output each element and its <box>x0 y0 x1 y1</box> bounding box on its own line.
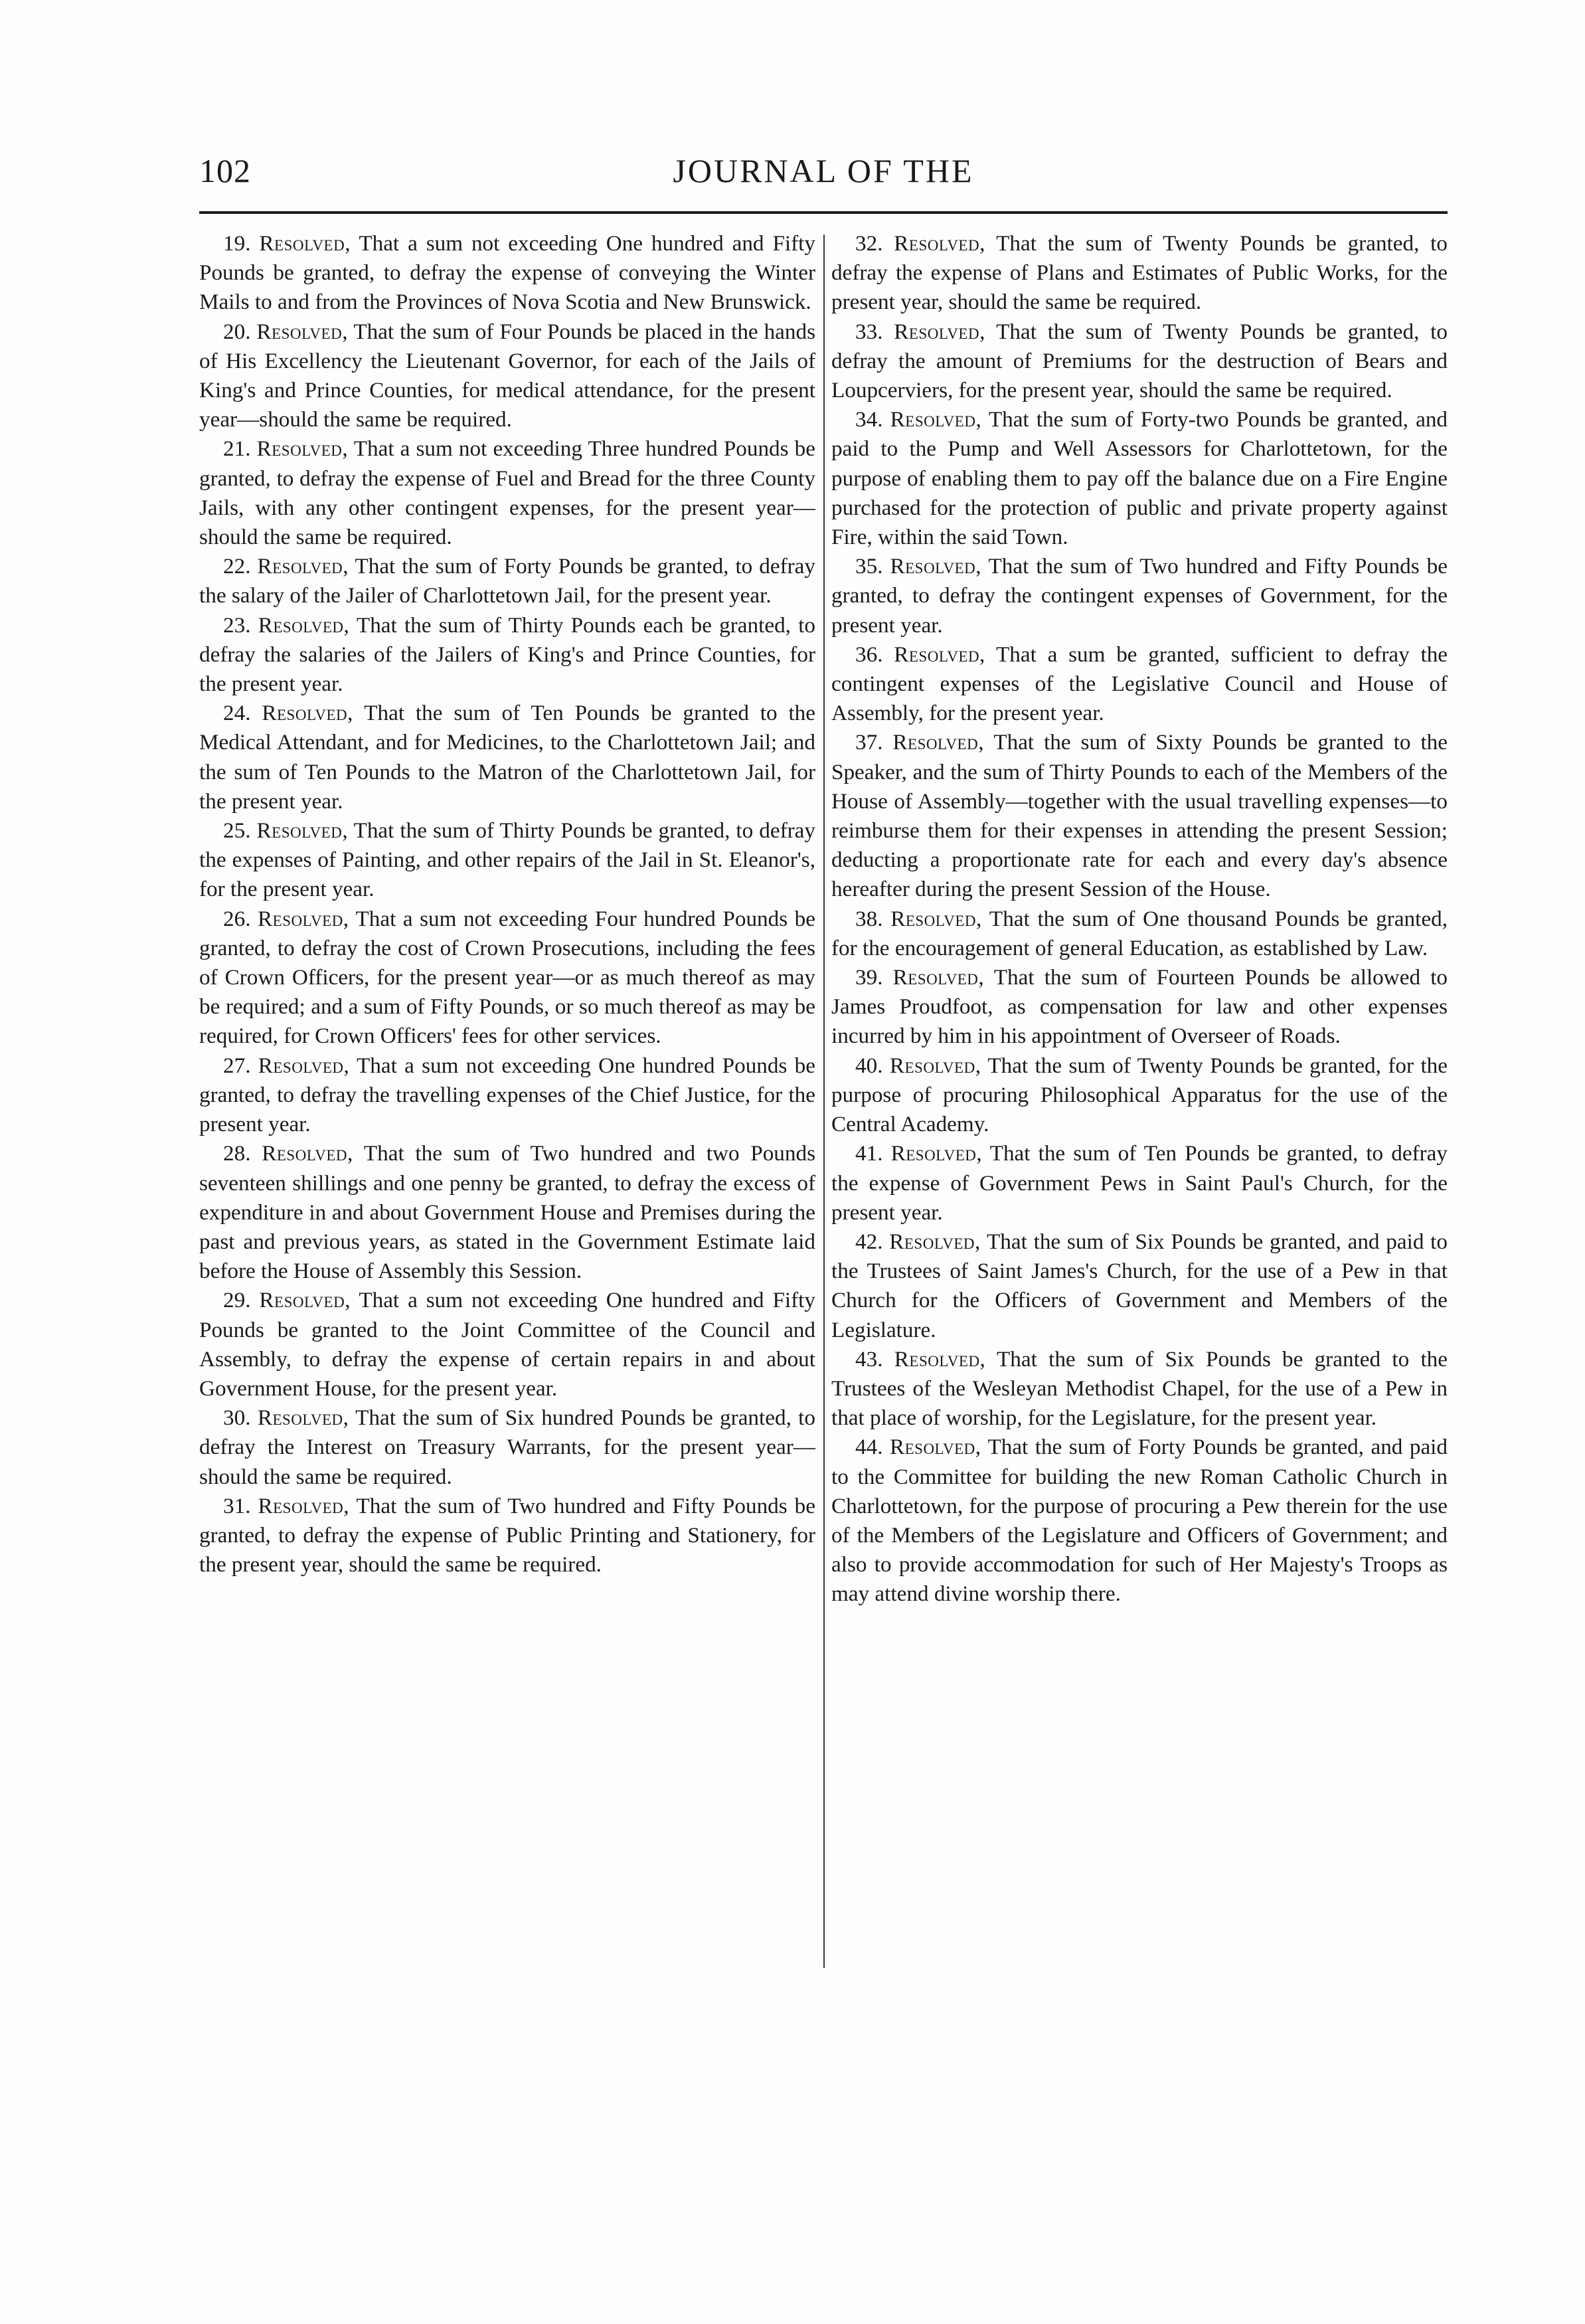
resolution-text: That the sum of Six Pounds be granted to the Trustees of the Wesleyan Methodist Chapel, for the use of a Pew in that place of worship, for the Legislature, for the present year. <box>831 1346 1448 1431</box>
resolution-paragraph <box>199 434 815 552</box>
resolution-paragraph <box>831 728 1448 904</box>
resolution-number: 42. <box>855 1229 883 1254</box>
resolution-number: 33. <box>855 319 883 344</box>
resolution-paragraph <box>831 229 1448 317</box>
resolution-text: That the sum of Two hundred and Fifty Pounds be granted, to defray the contingent expenses of Government, for the present year. <box>831 554 1448 638</box>
resolution-text: That a sum not exceeding One hundred Pounds be granted, to defray the travelling expenses of the Chief Justice, for the present year. <box>199 1053 815 1137</box>
resolved-keyword: Resolved, <box>890 906 982 931</box>
resolution-text: That the sum of Four Pounds be placed in the hands of His Excellency the Lieutenant Governor, for each of the Jails of King's and Prince Counties, for medical attendance, for the present year—should the same be required. <box>199 319 816 432</box>
resolution-text: That the sum of Two hundred and two Pounds seventeen shillings and one penny be granted, to defray the excess of expenditure in and about Government House and Premises during the past and previous years, as stated in the Government Estimate laid before the House of Assembly this Session. <box>199 1141 815 1284</box>
resolved-keyword: Resolved, <box>892 965 985 990</box>
resolution-paragraph <box>199 552 815 610</box>
resolution-text: That the sum of Twenty Pounds be granted, for the purpose of procuring Philosophical Apparatus for the use of the Central Academy. <box>831 1053 1448 1137</box>
resolution-text: That the sum of Sixty Pounds be granted to the Speaker, and the sum of Thirty Pounds to each of the Members of the House of Assembly—together with the usual travelling expenses—to reimburse them for their expenses in attending the present Session; deducting a proportionate rate for each and every day's absence hereafter during the present Session of the House. <box>831 730 1448 902</box>
resolution-number: 24. <box>223 701 251 726</box>
resolved-keyword: Resolved, <box>257 554 349 579</box>
resolution-number: 44. <box>855 1435 883 1460</box>
resolved-keyword: Resolved, <box>889 1435 981 1460</box>
header-rule <box>199 211 1448 214</box>
resolved-keyword: Resolved, <box>258 906 349 931</box>
resolution-paragraph <box>199 699 815 816</box>
resolution-text: That a sum not exceeding Three hundred Pounds be granted, to defray the expense of Fuel and Bread for the three County Jails, with any other contingent expenses, for the present year—should the same be required. <box>199 436 816 550</box>
resolved-keyword: Resolved, <box>894 319 985 344</box>
resolution-number: 43. <box>855 1346 883 1372</box>
resolved-keyword: Resolved, <box>257 1405 349 1431</box>
running-title: JOURNAL OF THE <box>673 152 974 189</box>
resolutions-columns <box>199 229 1448 2022</box>
resolved-keyword: Resolved, <box>258 612 350 638</box>
resolved-keyword: Resolved, <box>892 730 984 755</box>
resolution-paragraph <box>831 317 1448 406</box>
resolved-keyword: Resolved, <box>262 701 353 726</box>
resolution-number: 31. <box>223 1493 251 1518</box>
resolution-text: That a sum not exceeding One hundred and Fifty Pounds be granted to the Joint Committee of the Council and Assembly, to defray the expense of certain repairs in and about Government House, for the present year. <box>199 1288 815 1401</box>
resolved-keyword: Resolved, <box>890 407 982 432</box>
resolution-paragraph <box>831 405 1448 552</box>
resolution-number: 29. <box>223 1288 251 1313</box>
resolution-paragraph <box>199 1051 815 1140</box>
resolved-keyword: Resolved, <box>256 818 349 844</box>
resolution-number: 19. <box>223 231 251 256</box>
left-column <box>199 229 815 1579</box>
resolution-number: 26. <box>223 906 251 931</box>
resolution-number: 41. <box>855 1141 883 1166</box>
resolution-text: That a sum be granted, sufficient to defray the contingent expenses of the Legislative Council and House of Assembly, for the present year. <box>831 642 1448 726</box>
resolution-text: That the sum of Two hundred and Fifty Pounds be granted, to defray the expense of Public Printing and Stationery, for the present year, should the same be required. <box>199 1493 816 1577</box>
resolution-text: That the sum of Twenty Pounds be granted, to defray the amount of Premiums for the destruction of Bears and Loupcerviers, for the present year, should the same be required. <box>831 319 1448 403</box>
resolution-paragraph <box>831 1139 1448 1227</box>
resolved-keyword: Resolved, <box>262 1141 353 1166</box>
resolution-paragraph <box>199 1403 815 1492</box>
resolution-paragraph <box>831 1345 1448 1433</box>
resolution-text: That the sum of Ten Pounds be granted, to defray the expense of Government Pews in Saint Paul's Church, for the present year. <box>831 1141 1448 1225</box>
resolution-paragraph <box>199 1492 815 1580</box>
resolution-paragraph <box>199 905 815 1051</box>
page-header <box>199 151 1448 205</box>
resolved-keyword: Resolved, <box>259 1288 351 1313</box>
resolution-number: 37. <box>855 730 883 755</box>
resolved-keyword: Resolved, <box>258 1053 350 1078</box>
resolution-text: That the sum of Forty Pounds be granted, to defray the salary of the Jailer of Charlottetown Jail, for the present year. <box>199 554 815 608</box>
resolution-number: 34. <box>855 407 883 432</box>
resolved-keyword: Resolved, <box>889 1053 981 1078</box>
resolution-number: 40. <box>855 1053 883 1078</box>
resolution-text: That the sum of Forty Pounds be granted, and paid to the Committee for building the new Roman Catholic Church in Charlottetown, for the purpose of procuring a Pew therein for the use of the Members of the Legislature and Officers of Government; and also to provide accommodation for such of Her Majesty's Troops as may attend divine worship there. <box>831 1435 1448 1607</box>
resolution-paragraph <box>831 640 1448 729</box>
resolution-number: 25. <box>223 818 251 844</box>
resolution-paragraph <box>831 1433 1448 1609</box>
resolution-text: That the sum of Thirty Pounds each be granted, to defray the salaries of the Jailers of King's and Prince Counties, for the present year. <box>199 612 816 697</box>
resolution-number: 21. <box>223 436 251 462</box>
resolved-keyword: Resolved, <box>894 642 985 667</box>
resolved-keyword: Resolved, <box>894 231 985 256</box>
resolution-text: That the sum of Six hundred Pounds be granted, to defray the Interest on Treasury Warrants, for the present year—should the same be required. <box>199 1405 815 1489</box>
resolved-keyword: Resolved, <box>890 554 982 579</box>
resolved-keyword: Resolved, <box>256 319 348 344</box>
resolution-number: 23. <box>223 612 251 638</box>
resolved-keyword: Resolved, <box>894 1346 986 1372</box>
resolution-paragraph <box>199 1286 815 1403</box>
resolution-paragraph <box>831 552 1448 640</box>
resolution-text: That a sum not exceeding Four hundred Pounds be granted, to defray the cost of Crown Prosecutions, including the fees of Crown Officers, for the present year—or as much thereof as may be required; and a sum of Fifty Pounds, or so much thereof as may be required, for Crown Officers' fees for other services. <box>199 906 815 1049</box>
resolution-paragraph <box>199 1139 815 1286</box>
resolution-number: 32. <box>855 231 883 256</box>
resolution-text: That a sum not exceeding One hundred and Fifty Pounds be granted, to defray the expense of conveying the Winter Mails to and from the Provinces of Nova Scotia and New Brunswick. <box>199 231 815 315</box>
resolution-text: That the sum of Fourteen Pounds be allowed to James Proudfoot, as compensation for law and other expenses incurred by him in his appointment of Overseer of Roads. <box>831 965 1448 1049</box>
column-divider <box>823 234 825 1968</box>
resolved-keyword: Resolved, <box>256 436 349 462</box>
resolution-text: That the sum of Forty-two Pounds be granted, and paid to the Pump and Well Assessors for Charlottetown, for the purpose of enabling them to pay off the balance due on a Fire Engine purchased for the protection of public and private property against Fire, within the said Town. <box>831 407 1448 550</box>
resolution-paragraph <box>831 1227 1448 1345</box>
resolution-number: 27. <box>223 1053 251 1078</box>
resolution-paragraph <box>831 905 1448 963</box>
resolution-text: That the sum of Thirty Pounds be granted, to defray the expenses of Painting, and other repairs of the Jail in St. Eleanor's, for the present year. <box>199 818 815 902</box>
resolution-number: 20. <box>223 319 251 344</box>
resolution-number: 28. <box>223 1141 251 1166</box>
resolution-number: 39. <box>855 965 883 990</box>
resolution-paragraph <box>199 816 815 905</box>
resolution-paragraph <box>199 229 815 317</box>
right-column <box>831 229 1448 1609</box>
resolution-paragraph <box>199 317 815 435</box>
resolution-paragraph <box>199 611 815 699</box>
resolved-keyword: Resolved, <box>259 231 351 256</box>
resolution-number: 35. <box>855 554 883 579</box>
resolution-number: 36. <box>855 642 883 667</box>
resolution-text: That the sum of One thousand Pounds be granted, for the encouragement of general Education, as established by Law. <box>831 906 1448 960</box>
resolution-number: 38. <box>855 906 883 931</box>
resolved-keyword: Resolved, <box>890 1141 983 1166</box>
resolved-keyword: Resolved, <box>889 1229 981 1254</box>
resolved-keyword: Resolved, <box>258 1493 350 1518</box>
resolution-paragraph <box>831 963 1448 1051</box>
resolution-number: 30. <box>223 1405 251 1431</box>
resolution-paragraph <box>831 1051 1448 1140</box>
resolution-text: That the sum of Six Pounds be granted, and paid to the Trustees of Saint James's Church, for the use of a Pew in that Church for the Officers of Government and Members of the Legislature. <box>831 1229 1448 1342</box>
resolution-text: That the sum of Twenty Pounds be granted, to defray the expense of Plans and Estimates of Public Works, for the present year, should the same be required. <box>831 231 1448 315</box>
page-number: 102 <box>199 152 251 189</box>
resolution-text: That the sum of Ten Pounds be granted to the Medical Attendant, and for Medicines, to the Charlottetown Jail; and the sum of Ten Pounds to the Matron of the Charlottetown Jail, for the present year. <box>199 701 816 814</box>
resolution-number: 22. <box>223 554 251 579</box>
